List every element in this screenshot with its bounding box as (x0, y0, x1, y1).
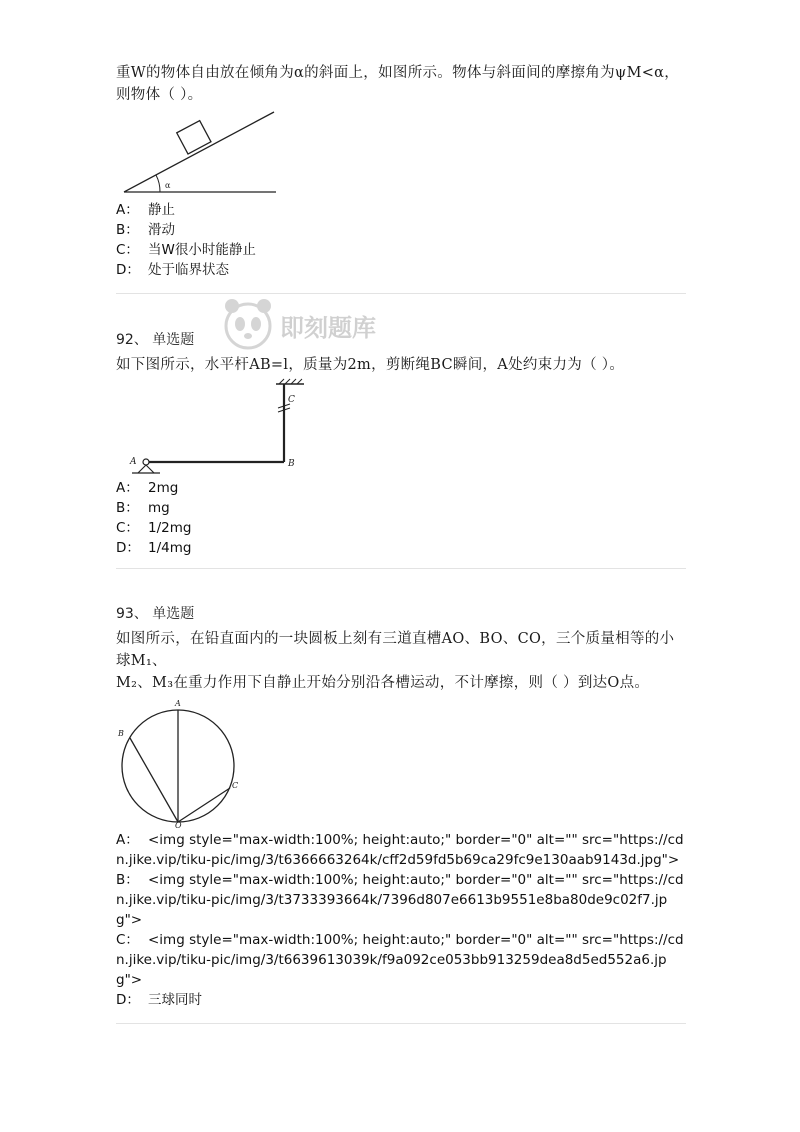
options-list (116, 478, 686, 558)
option-c[interactable]: C： 当W很小时能静止 (116, 242, 256, 258)
option-d[interactable]: D： 1/4mg (116, 540, 192, 556)
option-a[interactable]: A： <img style="max-width:100%; height:auto;" border="0" alt="" src="https://cdn.jike.vip/tiku-pic/img/3/t6366663264k/cff2d59fd5b69ca29fc9e130aab9143d.jpg"> (116, 832, 684, 868)
watermark-text: 即刻题库 (280, 314, 376, 342)
question-stem (116, 62, 686, 106)
option-d[interactable]: D： 三球同时 (116, 992, 202, 1008)
option-a[interactable]: A： 2mg (116, 480, 179, 496)
question-header: 93、 单选题 (116, 606, 195, 622)
option-a[interactable]: A： 静止 (116, 202, 175, 218)
options-list (116, 200, 686, 280)
question-stem: 如下图所示，水平杆AB=l，质量为2m，剪断绳BC瞬间，A处约束力为（ ）。 (116, 357, 625, 373)
question-header: 92、 单选题 (116, 332, 195, 348)
question-92 (116, 330, 686, 558)
stem-line-2: M₂、M₃在重力作用下自静止开始分别沿各槽运动，不计摩擦，则（ ）到达O点。 (116, 675, 650, 691)
options-list (116, 830, 686, 1010)
option-b[interactable]: B： <img style="max-width:100%; height:auto;" border="0" alt="" src="https://cdn.jike.vip/tiku-pic/img/3/t3733393664k/7396d807e6613b9551e8ba80de9c02f7.jpg"> (116, 872, 684, 928)
label-o: O (175, 821, 182, 828)
label-a: A (130, 457, 137, 467)
option-c[interactable]: C： <img style="max-width:100%; height:auto;" border="0" alt="" src="https://cdn.jike.vip/tiku-pic/img/3/t6639613039k/f9a092ce053bb913259dea8d5ed552a6.jpg"> (116, 932, 684, 988)
label-a: A (175, 699, 181, 708)
angle-label: α (165, 181, 171, 190)
label-b: B (118, 729, 124, 738)
option-b[interactable]: B： 滑动 (116, 222, 175, 238)
incline-figure (116, 108, 286, 198)
option-d[interactable]: D： 处于临界状态 (116, 262, 229, 278)
stem-line-1: 如图所示，在铅直面内的一块圆板上刻有三道直槽AO、BO、CO，三个质量相等的小球M₁、 (116, 631, 675, 669)
question-divider (116, 568, 686, 569)
question-stem (116, 628, 686, 694)
option-c[interactable]: C： 1/2mg (116, 520, 192, 536)
label-c: C (288, 395, 295, 405)
stem-line-2: 则物体（ ）。 (116, 87, 203, 103)
circle-groove-figure (116, 696, 246, 828)
label-b: B (288, 459, 295, 469)
question-divider (116, 1023, 686, 1024)
beam-figure (116, 378, 306, 474)
question-93 (116, 604, 686, 1010)
stem-line-1: 重W的物体自由放在倾角为α的斜面上，如图所示。物体与斜面间的摩擦角为ψM<α， (116, 65, 680, 81)
label-c: C (232, 781, 239, 790)
question-91 (116, 62, 686, 280)
option-b[interactable]: B： mg (116, 500, 170, 516)
